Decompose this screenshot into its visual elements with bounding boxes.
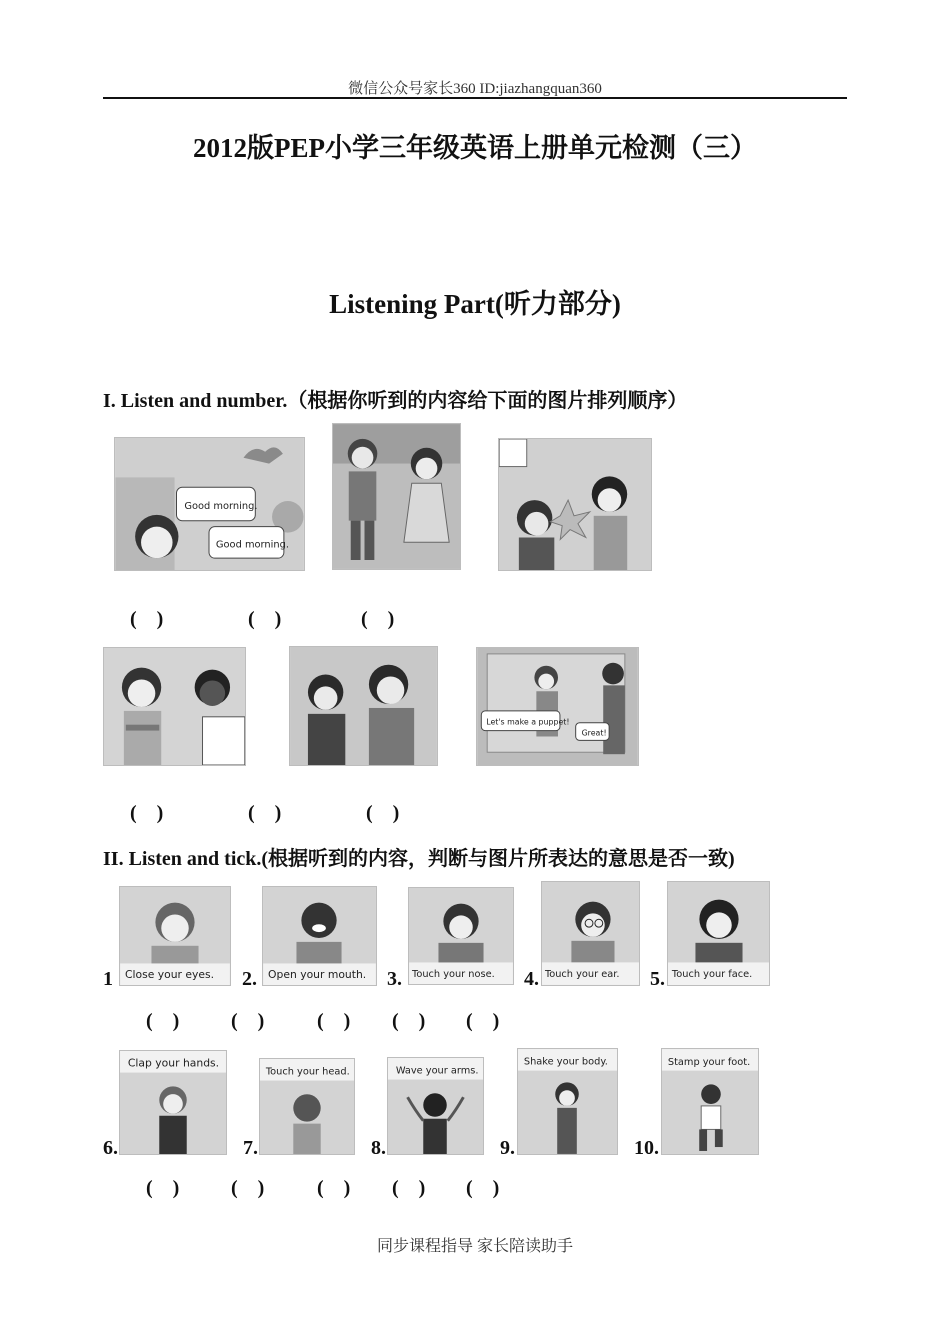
q1-bubble-4: Great! [581,728,607,738]
q2-number-7: 7. [243,1137,258,1159]
q1-answer-3[interactable]: ( ) [361,608,395,630]
q1-bubble-1: Good morning. [184,500,258,512]
q2-picture-4 [541,881,640,986]
q2-picture-1 [119,886,231,986]
q2-caption-5: Touch your face. [671,969,753,981]
q2-caption-4: Touch your ear. [544,969,620,981]
q2-picture-3 [408,887,514,985]
question-2-title: II. Listen and tick.(根据听到的内容，判断与图片所表达的意思是否一致) [103,848,735,870]
q2-number-9: 9. [500,1137,515,1159]
q2-number-8: 8. [371,1137,386,1159]
q2-picture-7 [259,1058,355,1155]
q2-number-1: 1 [103,968,113,990]
q2-caption-1: Close your eyes. [125,968,215,982]
q2-answer-1[interactable]: ( ) [146,1010,180,1032]
q2-caption-2: Open your mouth. [268,968,367,982]
q1-answer-1[interactable]: ( ) [130,608,164,630]
section-title: Listening Part(听力部分) [329,289,621,319]
q2-answer-8[interactable]: ( ) [317,1177,351,1199]
q2-answer-10[interactable]: ( ) [466,1177,500,1199]
q2-picture-2 [262,886,377,986]
q1-bubble-3: Let's make a puppet! [486,717,570,727]
q2-caption-7: Touch your head. [265,1066,350,1078]
question-1-title: I. Listen and number.（根据你听到的内容给下面的图片排列顺序） [103,390,688,412]
q2-caption-9: Shake your body. [523,1056,608,1068]
q1-answer-4[interactable]: ( ) [130,802,164,824]
q1-picture-6 [476,647,639,766]
q2-answer-6[interactable]: ( ) [146,1177,180,1199]
q2-number-2: 2. [242,968,257,990]
q2-caption-3: Touch your nose. [412,969,495,981]
q2-caption-6: Clap your hands. [127,1056,220,1070]
document-title: 2012版PEP小学三年级英语上册单元检测（三） [193,133,757,163]
page-header: 微信公众号家长360 ID:jiazhangquan360 [348,81,602,97]
header-divider [103,97,847,99]
q1-picture-3 [498,438,652,571]
q2-answer-3[interactable]: ( ) [317,1010,351,1032]
q2-picture-6 [119,1050,227,1155]
q2-number-6: 6. [103,1137,118,1159]
q1-picture-4 [103,647,246,766]
q2-answer-9[interactable]: ( ) [392,1177,426,1199]
q2-picture-9 [517,1048,618,1155]
q2-caption-8: Wave your arms. [395,1065,479,1077]
q2-answer-4[interactable]: ( ) [392,1010,426,1032]
q2-answer-2[interactable]: ( ) [231,1010,265,1032]
q2-picture-8 [387,1057,484,1155]
q2-number-4: 4. [524,968,539,990]
q2-number-10: 10. [634,1137,659,1159]
q2-number-5: 5. [650,968,665,990]
q2-answer-7[interactable]: ( ) [231,1177,265,1199]
q2-answer-5[interactable]: ( ) [466,1010,500,1032]
q1-answer-5[interactable]: ( ) [248,802,282,824]
q1-picture-5 [289,646,438,766]
q2-caption-10: Stamp your foot. [667,1056,751,1068]
q1-picture-1 [114,437,305,571]
q1-answer-2[interactable]: ( ) [248,608,282,630]
q2-picture-5 [667,881,770,986]
q2-picture-10 [661,1048,759,1155]
page-footer: 同步课程指导 家长陪读助手 [376,1238,573,1255]
q2-number-3: 3. [387,968,402,990]
q1-bubble-2: Good morning. [215,539,290,551]
q1-picture-2 [332,423,461,570]
q1-answer-6[interactable]: ( ) [366,802,400,824]
